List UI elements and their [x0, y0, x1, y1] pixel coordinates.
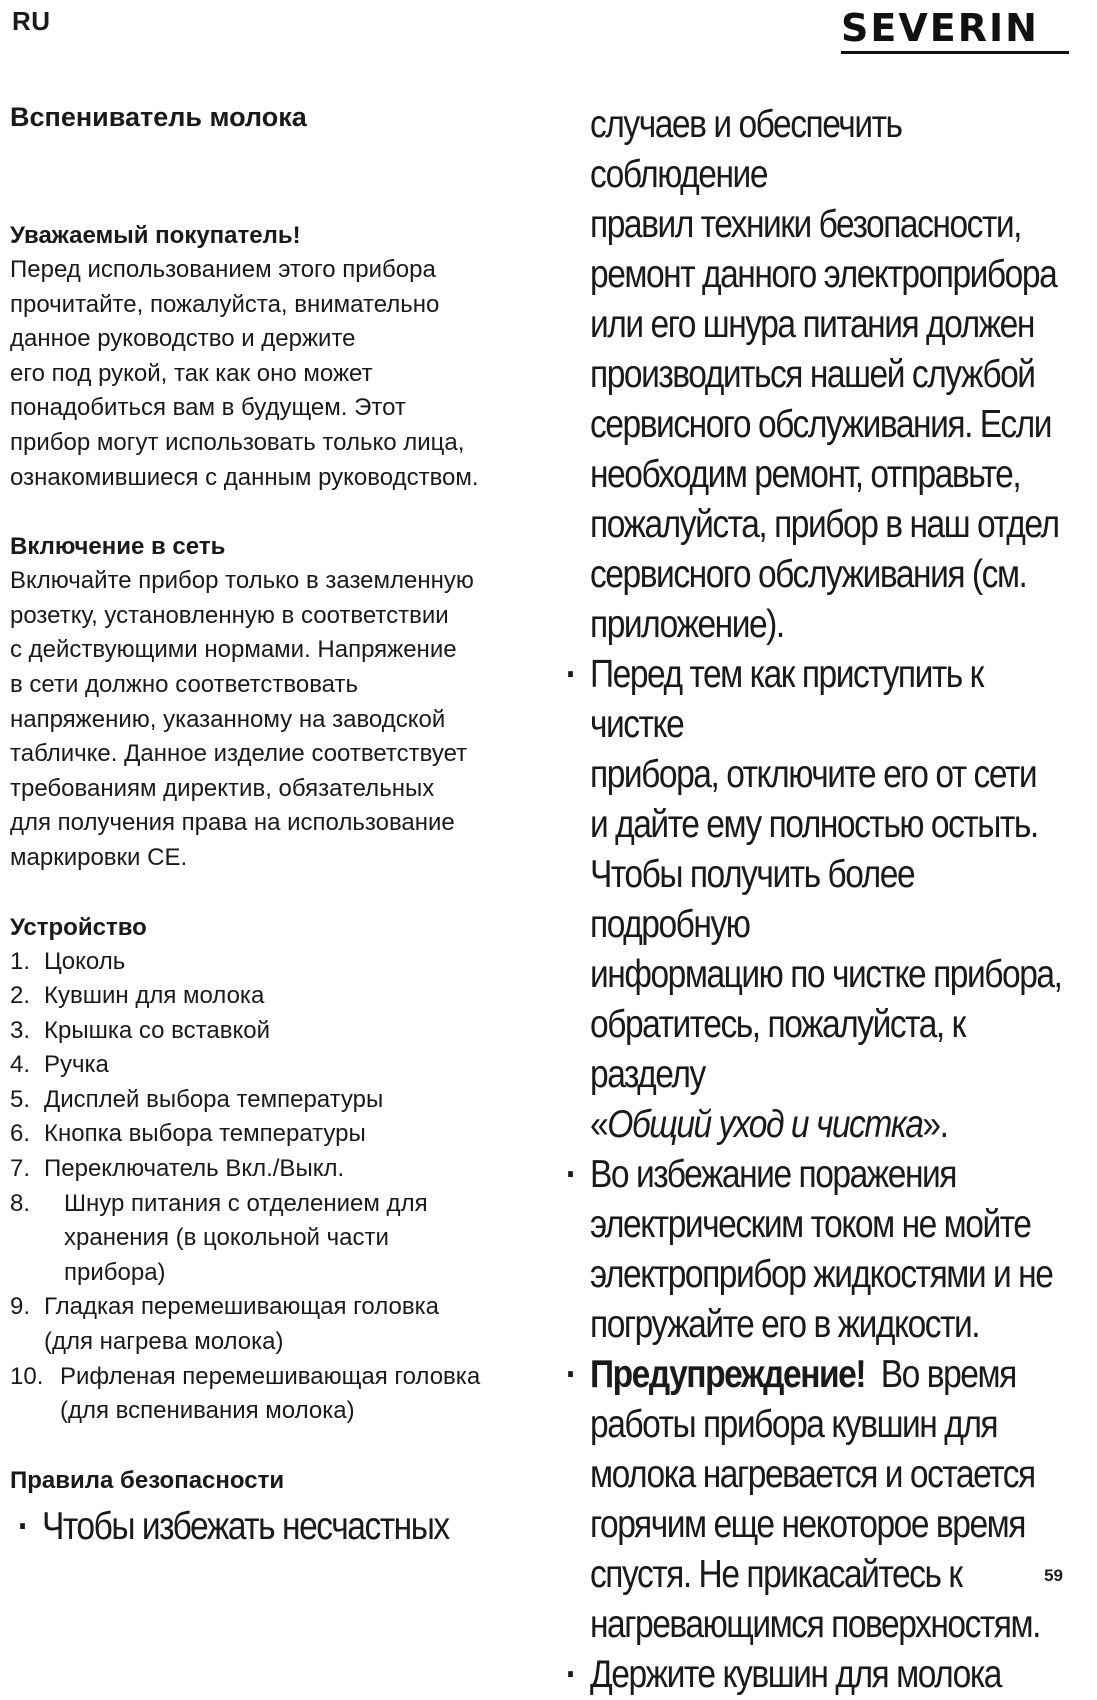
bullet-text: Чтобы избежать несчастных: [42, 1504, 449, 1548]
item-text: Гладкая перемешивающая головка (для нагрева молока): [44, 1293, 439, 1356]
item-number: 5.: [10, 1085, 31, 1113]
left-column: [10, 95, 530, 1552]
right-column: [565, 100, 1097, 1700]
list-item: [10, 1290, 530, 1359]
list-item: [10, 1187, 530, 1291]
quote-open: «: [590, 1103, 608, 1146]
bullet-marker: ·: [565, 653, 578, 696]
item-text: Кнопка выбора температуры: [44, 1120, 366, 1148]
item-number: 4.: [10, 1051, 31, 1079]
item-number: 1.: [10, 947, 31, 975]
bullet-marker: ·: [565, 1353, 578, 1396]
item-number: 9.: [10, 1293, 31, 1321]
bullet-item: [565, 1650, 1072, 1700]
item-number: 7.: [10, 1155, 31, 1183]
section-text: Включайте прибор только в заземленную розетку, установленную в соответствии с действующими нормами. Напряжение в сети должно соответствовать напряжению, указанному на заводской табличке. Данное изделие соответствует требованиям директив, обязательных для получения права на использование маркировки CE.: [10, 567, 474, 871]
section-reference: Общий уход и чистка: [607, 1103, 923, 1146]
section-safety: [10, 1464, 530, 1552]
paragraph-text: случаев и обеспечить соблюдение правил техники безопасности, ремонт данного электроприбора или его шнура питания должен производиться нашей службой сервисного обслуживания. Если необходим ремонт, отправьте, пожалуйста, прибор в наш отдел сервисного обслуживания (см. приложение).: [590, 103, 1059, 646]
language-code: RU: [12, 6, 51, 36]
bullet-marker: ·: [17, 1504, 30, 1548]
parts-list: [10, 945, 530, 1429]
list-item: [10, 979, 530, 1014]
item-text: Ручка: [44, 1051, 109, 1079]
section-heading: Правила безопасности: [10, 1466, 285, 1494]
brand-name: SEVERIN: [841, 6, 1039, 50]
warning-label: Предупреждение!: [590, 1353, 866, 1396]
list-item: [10, 1360, 530, 1429]
item-text: Крышка со вставкой: [44, 1016, 270, 1044]
section-heading: Устройство: [10, 913, 147, 941]
item-text: Шнур питания с отделением для хранения (в цокольной части прибора): [64, 1189, 428, 1286]
bullet-text: Во избежание поражения электрическим током не мойте электроприбор жидкостями и не погружайте его в жидкости.: [590, 1153, 1053, 1346]
bullet-item: [565, 650, 1072, 1150]
list-item: [10, 1117, 530, 1152]
item-number: 8.: [10, 1189, 31, 1217]
page-number: 59: [1044, 1566, 1063, 1585]
item-text: Дисплей выбора температуры: [44, 1085, 384, 1113]
item-text: Кувшин для молока: [44, 982, 265, 1010]
list-item: [10, 1048, 530, 1083]
list-item: [10, 1152, 530, 1187]
severin-logo: [841, 8, 1069, 58]
list-item: [10, 1083, 530, 1118]
section-customer: [10, 219, 530, 495]
list-item: [10, 1014, 530, 1049]
item-text: Переключатель Вкл./Выкл.: [44, 1155, 345, 1183]
section-text: Перед использованием этого прибора прочитайте, пожалуйста, внимательно данное руководство и держите его под рукой, так как оно может понадобиться вам в будущем. Этот прибор могут использовать только лица, ознакомившиеся с данным руководством.: [10, 256, 479, 491]
bullet-item: [565, 1350, 1072, 1650]
bullet-text: Во время работы прибора кувшин для молока нагревается и остается горячим еще некоторое время спустя. Не прикасайтесь к нагревающимся поверхностям.: [590, 1353, 1040, 1646]
page-title: Вспениватель молока: [10, 102, 307, 132]
continuation-text: [590, 100, 1072, 650]
section-heading: Включение в сеть: [10, 533, 226, 561]
section-power: [10, 530, 530, 875]
item-number: 2.: [10, 982, 31, 1010]
item-number: 3.: [10, 1016, 31, 1044]
item-number: 10.: [10, 1362, 44, 1390]
item-number: 6.: [10, 1120, 31, 1148]
item-text: Рифленая перемешивающая головка (для вспенивания молока): [60, 1362, 481, 1425]
item-text: Цоколь: [44, 947, 126, 975]
section-heading: Уважаемый покупатель!: [10, 222, 301, 249]
logo-underline: [841, 51, 1069, 54]
list-item: [10, 945, 530, 980]
section-device: [10, 911, 530, 1429]
bullet-marker: ·: [565, 1153, 578, 1196]
bullet-marker: ·: [565, 1653, 578, 1696]
bullet-item: [565, 1150, 1072, 1350]
quote-close: ».: [922, 1103, 948, 1146]
bullet-text: Перед тем как приступить к чистке прибора, отключите его от сети и дайте ему полностью остыть. Чтобы получить более подробную информацию по чистке прибора, обратитесь, пожалуйста, к разделу: [590, 653, 1062, 1096]
bullet-text: Держите кувшин для молока: [590, 1653, 1001, 1696]
bullet-item: [17, 1502, 462, 1552]
